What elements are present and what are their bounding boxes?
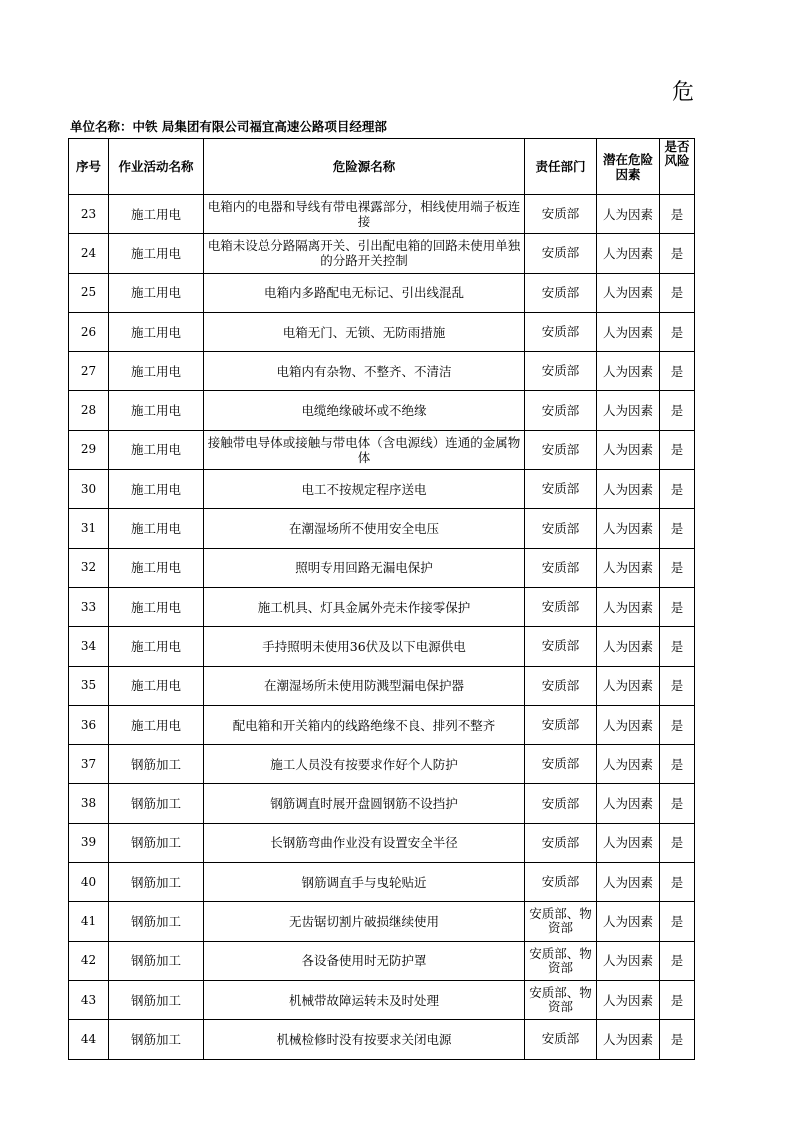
cell-activity: 钢筋加工: [109, 1020, 204, 1059]
cell-activity: 施工用电: [109, 195, 204, 234]
cell-risk: 是: [660, 627, 695, 666]
cell-factor: 人为因素: [597, 666, 660, 705]
table-header-row: [69, 139, 695, 195]
cell-hazard: 在潮湿场所未使用防溅型漏电保护器: [204, 666, 525, 705]
cell-factor: 人为因素: [597, 863, 660, 902]
table-row: [69, 902, 695, 941]
cell-risk: 是: [660, 273, 695, 312]
cell-dept: 安质部: [525, 1020, 597, 1059]
cell-factor: 人为因素: [597, 470, 660, 509]
page-title: 危: [672, 80, 695, 105]
cell-hazard: 在潮湿场所不使用安全电压: [204, 509, 525, 548]
cell-risk: 是: [660, 863, 695, 902]
cell-hazard: 电箱未设总分路隔离开关、引出配电箱的回路未使用单独的分路开关控制: [204, 234, 525, 273]
table-row: [69, 863, 695, 902]
cell-activity: 施工用电: [109, 234, 204, 273]
cell-risk: 是: [660, 470, 695, 509]
cell-hazard: 手持照明未使用36伏及以下电源供电: [204, 627, 525, 666]
cell-dept: 安质部、物资部: [525, 980, 597, 1019]
cell-no: 44: [69, 1020, 109, 1059]
cell-factor: 人为因素: [597, 627, 660, 666]
unit-name: 单位名称：中铁 局集团有限公司福宜高速公路项目经理部: [70, 119, 387, 134]
cell-risk: 是: [660, 666, 695, 705]
cell-no: 33: [69, 587, 109, 626]
cell-hazard: 施工人员没有按要求作好个人防护: [204, 745, 525, 784]
cell-dept: 安质部: [525, 509, 597, 548]
cell-no: 25: [69, 273, 109, 312]
cell-activity: 施工用电: [109, 273, 204, 312]
cell-factor: 人为因素: [597, 941, 660, 980]
table-row: [69, 430, 695, 469]
table-row: [69, 391, 695, 430]
cell-dept: 安质部: [525, 470, 597, 509]
cell-activity: 钢筋加工: [109, 823, 204, 862]
cell-risk: 是: [660, 509, 695, 548]
cell-factor: 人为因素: [597, 509, 660, 548]
table-body: [69, 195, 695, 1060]
header-activity: 作业活动名称: [109, 139, 204, 195]
table-row: [69, 470, 695, 509]
cell-activity: 钢筋加工: [109, 980, 204, 1019]
cell-risk: 是: [660, 980, 695, 1019]
table-row: [69, 823, 695, 862]
cell-factor: 人为因素: [597, 548, 660, 587]
cell-risk: 是: [660, 312, 695, 351]
cell-dept: 安质部: [525, 705, 597, 744]
cell-activity: 钢筋加工: [109, 784, 204, 823]
cell-dept: 安质部: [525, 273, 597, 312]
cell-no: 31: [69, 509, 109, 548]
cell-hazard: 钢筋调直手与曳轮贴近: [204, 863, 525, 902]
hazard-table-container: [68, 138, 793, 1060]
cell-factor: 人为因素: [597, 430, 660, 469]
table-row: [69, 745, 695, 784]
cell-hazard: 机械带故障运转未及时处理: [204, 980, 525, 1019]
table-row: [69, 548, 695, 587]
cell-risk: 是: [660, 902, 695, 941]
table-row: [69, 273, 695, 312]
cell-hazard: 配电箱和开关箱内的线路绝缘不良、排列不整齐: [204, 705, 525, 744]
cell-no: 26: [69, 312, 109, 351]
cell-hazard: 施工机具、灯具金属外壳未作接零保护: [204, 587, 525, 626]
cell-activity: 钢筋加工: [109, 745, 204, 784]
cell-factor: 人为因素: [597, 352, 660, 391]
table-row: [69, 666, 695, 705]
cell-factor: 人为因素: [597, 195, 660, 234]
cell-dept: 安质部: [525, 312, 597, 351]
cell-activity: 施工用电: [109, 666, 204, 705]
cell-hazard: 钢筋调直时展开盘圆钢筋不设挡护: [204, 784, 525, 823]
cell-dept: 安质部、物资部: [525, 902, 597, 941]
cell-factor: 人为因素: [597, 391, 660, 430]
cell-no: 37: [69, 745, 109, 784]
table-row: [69, 705, 695, 744]
cell-risk: 是: [660, 430, 695, 469]
cell-activity: 施工用电: [109, 587, 204, 626]
table-row: [69, 941, 695, 980]
cell-dept: 安质部: [525, 234, 597, 273]
cell-activity: 钢筋加工: [109, 863, 204, 902]
cell-hazard: 电箱内多路配电无标记、引出线混乱: [204, 273, 525, 312]
cell-no: 32: [69, 548, 109, 587]
cell-dept: 安质部: [525, 666, 597, 705]
header-no: 序号: [69, 139, 109, 195]
cell-risk: 是: [660, 941, 695, 980]
cell-hazard: 接触带电导体或接触与带电体（含电源线）连通的金属物体: [204, 430, 525, 469]
cell-dept: 安质部: [525, 195, 597, 234]
cell-no: 34: [69, 627, 109, 666]
header-risk-text: 是否风险: [664, 140, 690, 168]
cell-hazard: 电箱内的电器和导线有带电裸露部分，相线使用端子板连接: [204, 195, 525, 234]
table-row: [69, 587, 695, 626]
table-row: [69, 627, 695, 666]
cell-no: 36: [69, 705, 109, 744]
table-row: [69, 352, 695, 391]
cell-activity: 钢筋加工: [109, 902, 204, 941]
cell-risk: 是: [660, 705, 695, 744]
table-row: [69, 1020, 695, 1059]
cell-hazard: 照明专用回路无漏电保护: [204, 548, 525, 587]
cell-factor: 人为因素: [597, 312, 660, 351]
cell-no: 43: [69, 980, 109, 1019]
cell-dept: 安质部: [525, 745, 597, 784]
cell-no: 27: [69, 352, 109, 391]
cell-risk: 是: [660, 548, 695, 587]
header-factor: 潜在危险因素: [597, 139, 660, 195]
cell-dept: 安质部、物资部: [525, 941, 597, 980]
cell-hazard: 电缆绝缘破坏或不绝缘: [204, 391, 525, 430]
cell-factor: 人为因素: [597, 1020, 660, 1059]
cell-activity: 施工用电: [109, 705, 204, 744]
cell-no: 39: [69, 823, 109, 862]
cell-activity: 施工用电: [109, 509, 204, 548]
cell-dept: 安质部: [525, 863, 597, 902]
cell-no: 42: [69, 941, 109, 980]
cell-dept: 安质部: [525, 587, 597, 626]
cell-factor: 人为因素: [597, 980, 660, 1019]
cell-factor: 人为因素: [597, 823, 660, 862]
cell-activity: 施工用电: [109, 430, 204, 469]
cell-dept: 安质部: [525, 352, 597, 391]
header-hazard: 危险源名称: [204, 139, 525, 195]
header-dept: 责任部门: [525, 139, 597, 195]
cell-no: 38: [69, 784, 109, 823]
cell-dept: 安质部: [525, 548, 597, 587]
cell-activity: 钢筋加工: [109, 941, 204, 980]
hazard-table: [68, 138, 695, 1060]
cell-hazard: 各设备使用时无防护罩: [204, 941, 525, 980]
table-row: [69, 980, 695, 1019]
cell-no: 24: [69, 234, 109, 273]
cell-no: 29: [69, 430, 109, 469]
cell-no: 40: [69, 863, 109, 902]
table-row: [69, 509, 695, 548]
cell-risk: 是: [660, 784, 695, 823]
cell-hazard: 电箱内有杂物、不整齐、不清洁: [204, 352, 525, 391]
cell-no: 30: [69, 470, 109, 509]
cell-hazard: 电箱无门、无锁、无防雨措施: [204, 312, 525, 351]
cell-no: 41: [69, 902, 109, 941]
cell-factor: 人为因素: [597, 234, 660, 273]
table-row: [69, 234, 695, 273]
cell-factor: 人为因素: [597, 902, 660, 941]
cell-activity: 施工用电: [109, 391, 204, 430]
cell-activity: 施工用电: [109, 312, 204, 351]
cell-no: 35: [69, 666, 109, 705]
cell-activity: 施工用电: [109, 548, 204, 587]
cell-dept: 安质部: [525, 823, 597, 862]
cell-hazard: 长钢筋弯曲作业没有设置安全半径: [204, 823, 525, 862]
cell-factor: 人为因素: [597, 273, 660, 312]
table-row: [69, 195, 695, 234]
cell-hazard: 无齿锯切割片破损继续使用: [204, 902, 525, 941]
cell-dept: 安质部: [525, 391, 597, 430]
cell-factor: 人为因素: [597, 784, 660, 823]
cell-risk: 是: [660, 352, 695, 391]
cell-activity: 施工用电: [109, 627, 204, 666]
cell-hazard: 电工不按规定程序送电: [204, 470, 525, 509]
cell-no: 23: [69, 195, 109, 234]
cell-dept: 安质部: [525, 430, 597, 469]
cell-hazard: 机械检修时没有按要求关闭电源: [204, 1020, 525, 1059]
cell-no: 28: [69, 391, 109, 430]
cell-risk: 是: [660, 234, 695, 273]
cell-risk: 是: [660, 195, 695, 234]
cell-dept: 安质部: [525, 784, 597, 823]
cell-risk: 是: [660, 745, 695, 784]
cell-factor: 人为因素: [597, 587, 660, 626]
cell-factor: 人为因素: [597, 705, 660, 744]
table-row: [69, 784, 695, 823]
table-row: [69, 312, 695, 351]
header-risk: [660, 139, 695, 195]
cell-risk: 是: [660, 1020, 695, 1059]
cell-risk: 是: [660, 823, 695, 862]
cell-activity: 施工用电: [109, 352, 204, 391]
cell-risk: 是: [660, 587, 695, 626]
cell-dept: 安质部: [525, 627, 597, 666]
cell-activity: 施工用电: [109, 470, 204, 509]
cell-factor: 人为因素: [597, 745, 660, 784]
cell-risk: 是: [660, 391, 695, 430]
